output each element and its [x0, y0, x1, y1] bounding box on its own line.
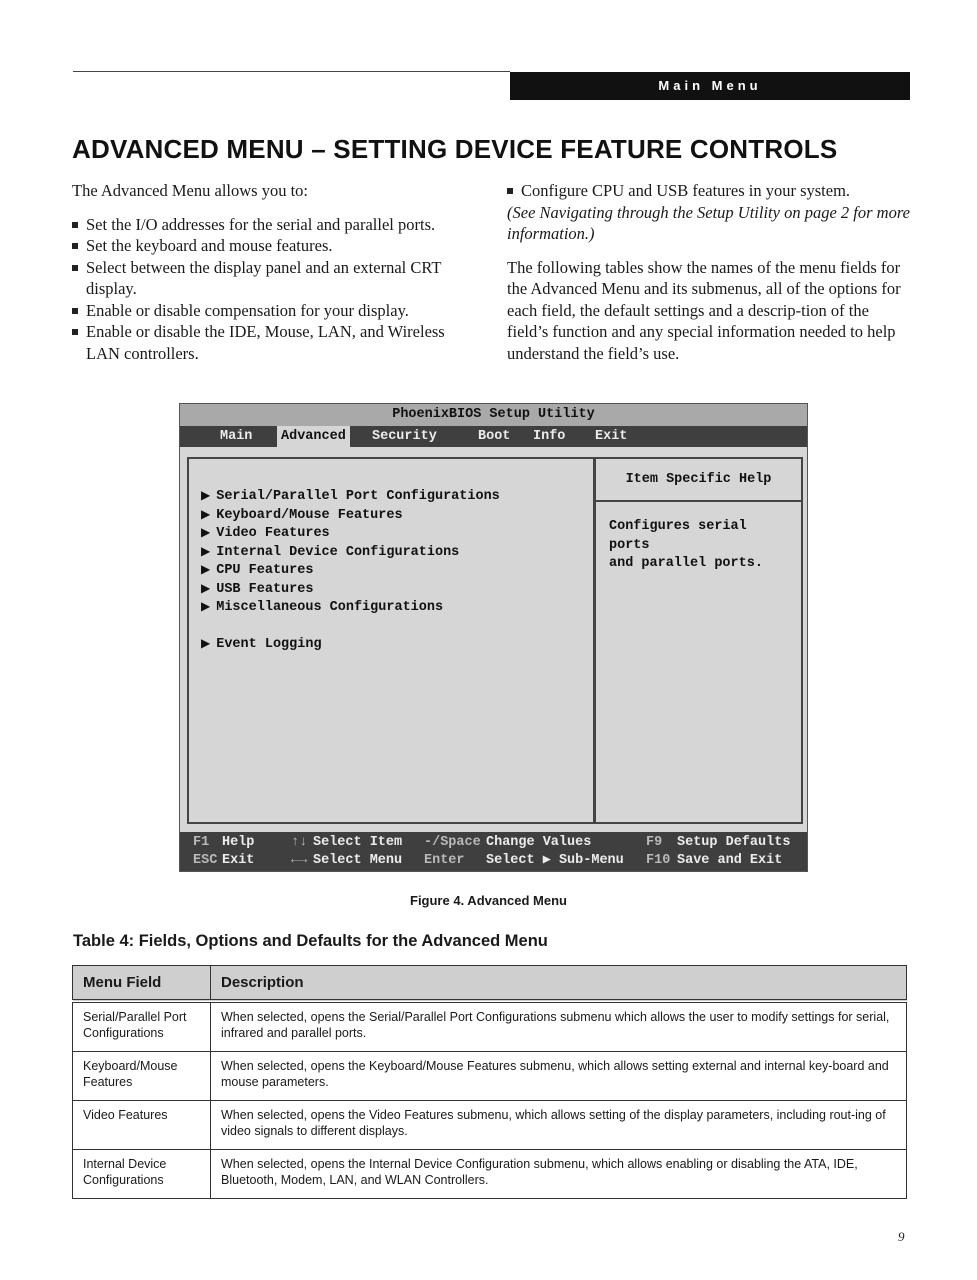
table-row	[73, 1101, 907, 1150]
submenu-arrow-icon: ▶	[201, 525, 211, 539]
menu-field-cell: Internal Device Configurations	[73, 1150, 211, 1199]
list-item: Configure CPU and USB features in your system.	[507, 180, 912, 202]
submenu-arrow-icon: ▶	[201, 580, 211, 595]
key-esc-label: Exit	[222, 853, 255, 868]
page-number: 9	[898, 1229, 905, 1244]
submenu-arrow-icon: ▶	[201, 562, 211, 576]
fields-table	[72, 965, 907, 1199]
bios-menu-item[interactable]: ▶ Miscellaneous Configurations	[201, 599, 444, 615]
bios-menu-item[interactable]: ▶ Serial/Parallel Port Configurations	[201, 488, 500, 504]
list-item: Set the keyboard and mouse features.	[72, 235, 472, 257]
submenu-arrow-icon: ▶	[201, 488, 211, 502]
section-header: Main Menu	[510, 72, 910, 100]
intro-right-column	[507, 180, 912, 364]
intro-lead: The Advanced Menu allows you to:	[72, 181, 308, 200]
key-enter-label: Select ▶ Sub-Menu	[486, 853, 624, 868]
submenu-arrow-icon: ▶	[201, 599, 211, 613]
bios-menu-item[interactable]: ▶ USB Features	[201, 580, 314, 597]
menu-field-cell: Video Features	[73, 1101, 211, 1150]
description-cell: When selected, opens the Video Features submenu, which allows setting of the display parameters, including rout-ing of video signals to different displays.	[211, 1101, 907, 1150]
description-cell: When selected, opens the Internal Device Configuration submenu, which allows enabling or disabling the ATA, IDE, Bluetooth, Modem, LAN, and WLAN Controllers.	[211, 1150, 907, 1199]
tab-main[interactable]: Main	[220, 429, 253, 444]
key-f1: F1	[193, 835, 210, 850]
submenu-arrow-icon: ▶	[201, 506, 211, 521]
bios-menu-item[interactable]: ▶ Internal Device Configurations	[201, 543, 460, 560]
table-row	[73, 1001, 907, 1052]
bios-menu-item[interactable]: ▶ Video Features	[201, 525, 330, 541]
feature-list	[72, 214, 472, 365]
bios-key-legend	[180, 832, 807, 871]
help-panel-title: Item Specific Help	[596, 459, 801, 502]
list-item: Set the I/O addresses for the serial and parallel ports.	[72, 214, 472, 236]
bios-menu-panel	[187, 457, 595, 824]
bios-menu-list	[201, 486, 500, 653]
column-header-description: Description	[211, 966, 907, 1002]
cross-reference-note: (See Navigating through the Setup Utility on page 2 for more information.)	[507, 202, 910, 243]
key-updown: ↑↓	[291, 835, 308, 850]
tab-info[interactable]: Info	[533, 429, 566, 444]
help-panel-text: Configures serial ports and parallel ports.	[609, 519, 763, 571]
header-rule	[73, 71, 510, 72]
key-minus-space-label: Change Values	[486, 835, 592, 850]
bios-menu-item[interactable]: ▶ CPU Features	[201, 562, 314, 578]
list-item: Enable or disable the IDE, Mouse, LAN, and Wireless LAN controllers.	[72, 321, 472, 364]
key-f10-label: Save and Exit	[677, 853, 783, 868]
description-cell: When selected, opens the Keyboard/Mouse Features submenu, which allows setting external and internal key-board and mouse parameters.	[211, 1052, 907, 1101]
key-minus-space: -/Space	[424, 835, 481, 850]
figure-caption: Figure 4. Advanced Menu	[410, 893, 567, 908]
page-title: ADVANCED MENU – SETTING DEVICE FEATURE CONTROLS	[72, 134, 838, 164]
key-f9-label: Setup Defaults	[677, 835, 791, 850]
column-header-menu-field: Menu Field	[73, 966, 211, 1002]
key-f1-label: Help	[222, 835, 255, 850]
menu-field-cell: Serial/Parallel Port Configurations	[73, 1001, 211, 1052]
list-item: Select between the display panel and an external CRT display.	[72, 257, 472, 300]
tab-advanced[interactable]: Advanced	[277, 426, 350, 447]
bios-menu-item[interactable]: ▶ Keyboard/Mouse Features	[201, 506, 403, 523]
bios-title: PhoenixBIOS Setup Utility	[180, 404, 807, 426]
key-leftright-label: Select Menu	[313, 853, 403, 868]
bios-screenshot	[179, 403, 808, 872]
key-f10: F10	[646, 853, 671, 868]
bios-menu-bar	[180, 426, 807, 447]
table-row	[73, 1150, 907, 1199]
key-updown-label: Select Item	[313, 835, 403, 850]
description-cell: When selected, opens the Serial/Parallel Port Configurations submenu which allows the user to modify settings for serial, infrared and parallel ports.	[211, 1001, 907, 1052]
table-header-row	[73, 966, 907, 1002]
key-esc: ESC	[193, 853, 218, 868]
tab-boot[interactable]: Boot	[478, 429, 511, 444]
tab-exit[interactable]: Exit	[595, 429, 628, 444]
bios-menu-item[interactable]: ▶ Event Logging	[201, 636, 322, 652]
submenu-arrow-icon: ▶	[201, 636, 211, 650]
list-item: Enable or disable compensation for your display.	[72, 300, 472, 322]
key-leftright: ←→	[291, 853, 308, 868]
tab-security[interactable]: Security	[372, 429, 437, 444]
menu-field-cell: Keyboard/Mouse Features	[73, 1052, 211, 1101]
table-title: Table 4: Fields, Options and Defaults for the Advanced Menu	[73, 932, 548, 950]
intro-left-column	[72, 180, 472, 364]
table-row	[73, 1052, 907, 1101]
bios-help-panel	[595, 457, 803, 824]
key-f9: F9	[646, 835, 663, 850]
feature-list-continued	[507, 180, 912, 202]
tables-intro-paragraph: The following tables show the names of the menu fields for the Advanced Menu and its submenus, all of the options for each field, the default settings and a descrip-tion of the field’s function and any special information needed to help understand the field’s use.	[507, 257, 901, 363]
key-enter: Enter	[424, 853, 465, 868]
submenu-arrow-icon: ▶	[201, 543, 211, 558]
